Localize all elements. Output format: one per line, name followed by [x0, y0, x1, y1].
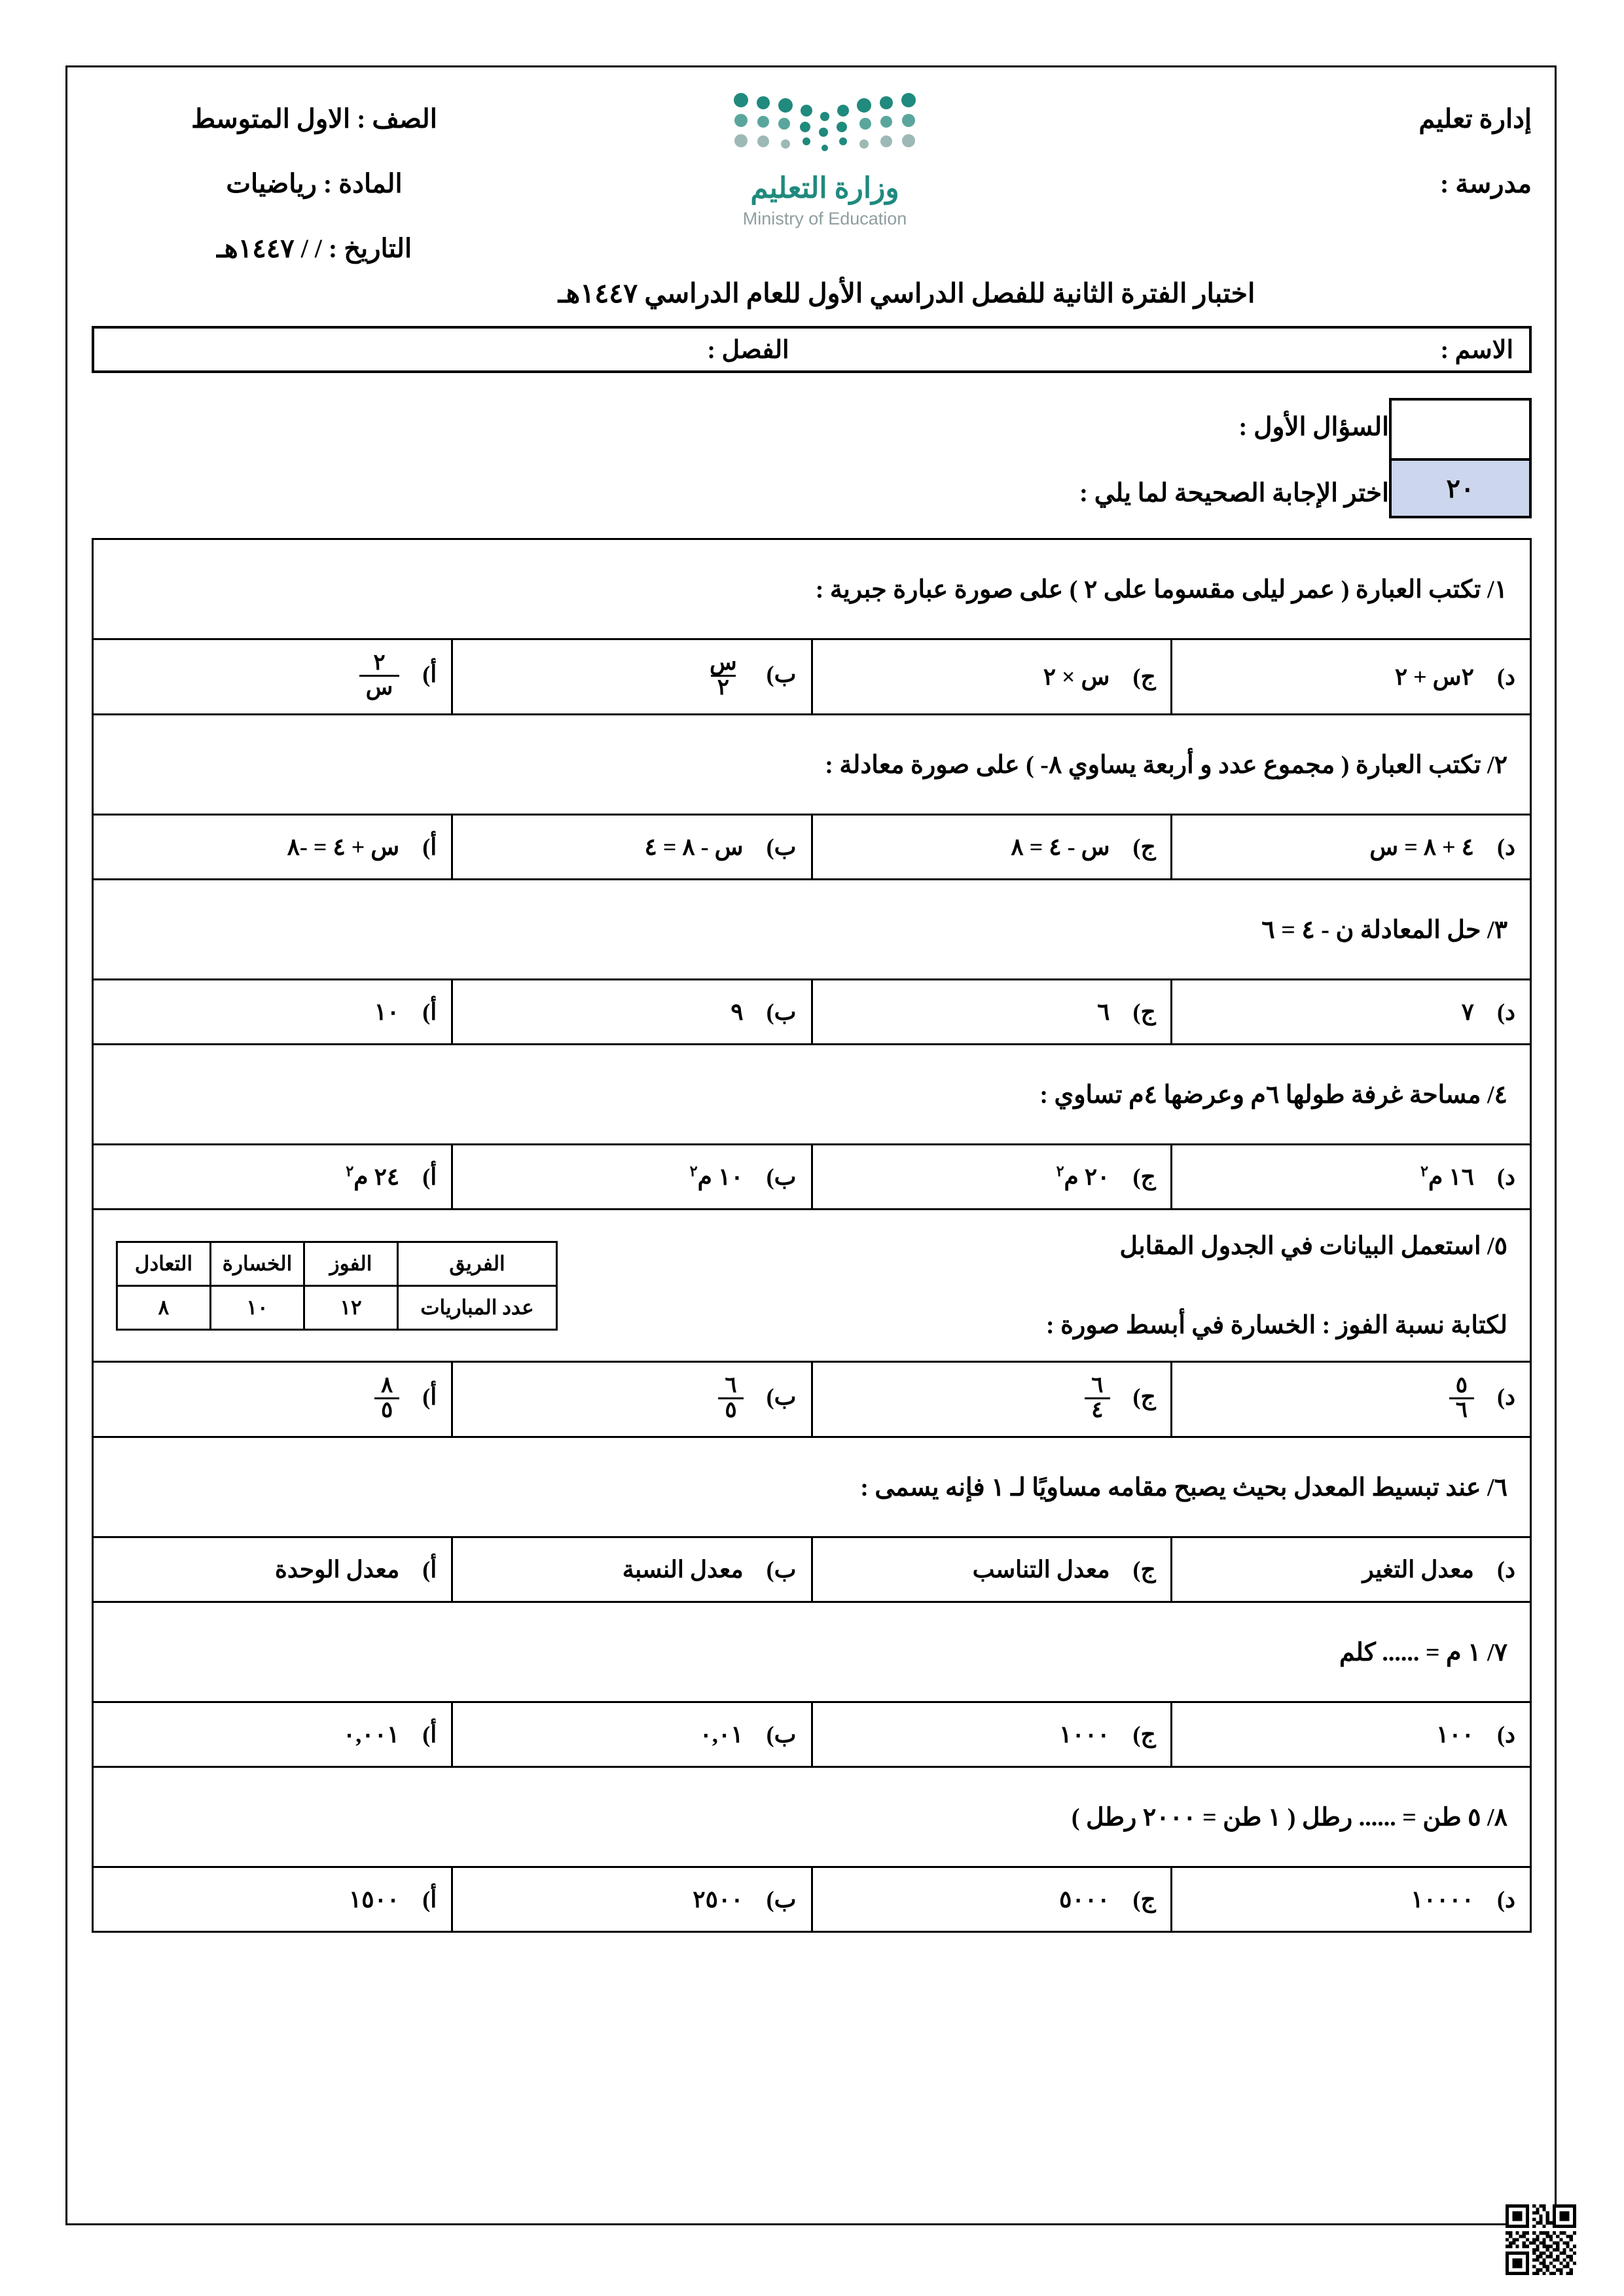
option-2-b[interactable]	[452, 815, 812, 880]
header-left-column	[92, 85, 563, 264]
fraction-numerator: ٨	[380, 1372, 393, 1397]
fraction-denominator: ٦	[1449, 1397, 1474, 1422]
fraction-denominator: س	[359, 675, 400, 700]
table-row	[93, 639, 1531, 715]
superscript: ٢	[1056, 1163, 1064, 1179]
education-department-label: إدارة تعليم	[1418, 104, 1532, 134]
option-letter: د)	[1496, 664, 1515, 690]
option-7-d[interactable]	[1171, 1702, 1530, 1767]
option-value: س × ٢	[1043, 664, 1110, 690]
option-2-c[interactable]	[812, 815, 1171, 880]
option-value: معدل النسبة	[622, 1556, 744, 1583]
option-value: ٦	[1097, 999, 1110, 1025]
qr-code-icon	[1506, 2204, 1576, 2275]
table-row	[93, 1767, 1531, 1867]
option-value: ١٠٠٠٠	[1411, 1886, 1474, 1912]
option-value: معدل التناسب	[972, 1556, 1110, 1583]
table-row	[93, 1210, 1531, 1362]
table-row	[93, 980, 1531, 1045]
question-text-7	[93, 1602, 1531, 1702]
logo-dot-pattern-icon	[727, 89, 923, 161]
question-text-3	[93, 880, 1531, 980]
option-letter: ب)	[766, 1384, 797, 1410]
question-text-4	[93, 1045, 1531, 1145]
option-letter: د)	[1496, 1721, 1515, 1748]
table-row	[93, 1537, 1531, 1602]
option-fraction	[359, 652, 400, 699]
score-box	[1389, 398, 1532, 518]
fraction-denominator: ٤	[1085, 1397, 1110, 1422]
score-box-empty-cell[interactable]	[1392, 401, 1529, 461]
document-header	[92, 85, 1532, 275]
option-letter: ج)	[1132, 999, 1156, 1025]
question-body-3: حل المعادلة ن - ٤ = ٦	[1261, 916, 1481, 944]
question-number-1: ١/	[1487, 575, 1507, 603]
option-letter: ب)	[766, 1164, 797, 1190]
option-value: معدل التغير	[1362, 1556, 1474, 1583]
mini-header-team: الفريق	[398, 1242, 557, 1285]
document-content	[92, 85, 1532, 1933]
question-5-line-1: استعمل البيانات في الجدول المقابل	[1119, 1232, 1481, 1260]
logo-arabic-text: وزارة التعليم	[750, 172, 899, 204]
question-number-5: ٥/	[1487, 1232, 1507, 1260]
student-name-label[interactable]: الاسم :	[1440, 336, 1513, 364]
superscript: ٢	[689, 1163, 698, 1179]
mini-value-draws: ٨	[117, 1285, 211, 1329]
date-label: التاريخ : / / ١٤٤٧هـ	[216, 234, 412, 263]
option-value: ١٦ م$^٢$	[1420, 1163, 1474, 1190]
option-letter: ج)	[1132, 834, 1156, 860]
option-5-d[interactable]	[1171, 1362, 1530, 1437]
option-letter: أ)	[422, 1164, 437, 1190]
option-1-a[interactable]	[93, 639, 452, 715]
question-5-body	[564, 1231, 1507, 1340]
option-value: ٢٠ م$^٢$	[1056, 1163, 1110, 1190]
question-text-5	[93, 1210, 1531, 1362]
option-letter: د)	[1496, 1164, 1515, 1190]
fraction-denominator: ٢	[711, 675, 736, 700]
option-3-c[interactable]	[812, 980, 1171, 1045]
option-value: ٤ + ٨ = س	[1369, 834, 1474, 860]
option-value: ١٠٠٠	[1059, 1721, 1110, 1748]
option-fraction	[1085, 1374, 1110, 1422]
option-letter: ب)	[766, 1556, 797, 1583]
question-text-6	[93, 1437, 1531, 1537]
option-letter: ب)	[766, 1886, 797, 1912]
option-6-b[interactable]	[452, 1537, 812, 1602]
option-letter: ب)	[766, 834, 797, 860]
grade-label: الصف : الاول المتوسط	[191, 104, 437, 134]
question-body-2: تكتب العبارة ( مجموع عدد و أربعة يساوي ٨- ) على صورة معادلة :	[825, 751, 1481, 779]
option-3-d[interactable]	[1171, 980, 1530, 1045]
option-letter: أ)	[422, 1556, 437, 1583]
question-body-1: تكتب العبارة ( عمر ليلى مقسوما على ٢ ) على صورة عبارة جبرية :	[815, 575, 1481, 603]
option-letter: د)	[1496, 1384, 1515, 1410]
table-row	[93, 1602, 1531, 1702]
option-value: س - ٨ = ٤	[644, 834, 744, 860]
mini-header-draws: التعادل	[117, 1242, 211, 1285]
match-results-table	[116, 1241, 558, 1331]
option-letter: أ)	[422, 661, 437, 688]
option-letter: ب)	[766, 661, 797, 688]
option-5-b[interactable]	[452, 1362, 812, 1437]
option-3-b[interactable]	[452, 980, 812, 1045]
option-8-c[interactable]	[812, 1867, 1171, 1932]
question-number-7: ٧/	[1487, 1638, 1507, 1666]
fraction-numerator: ٥	[1455, 1372, 1468, 1397]
superscript: ٢	[1420, 1163, 1428, 1179]
option-letter: ب)	[766, 1721, 797, 1748]
option-value: ٢٥٠٠	[693, 1886, 744, 1912]
question-number-6: ٦/	[1487, 1473, 1507, 1501]
option-letter: ج)	[1132, 1556, 1156, 1583]
table-row	[93, 1362, 1531, 1437]
option-3-a[interactable]	[93, 980, 452, 1045]
option-1-c[interactable]	[812, 639, 1171, 715]
option-6-c[interactable]	[812, 1537, 1171, 1602]
option-6-a[interactable]	[93, 1537, 452, 1602]
option-letter: ج)	[1132, 1886, 1156, 1912]
option-5-a[interactable]	[93, 1362, 452, 1437]
option-8-d[interactable]	[1171, 1867, 1530, 1932]
question-prompts	[92, 398, 1389, 545]
class-label[interactable]: الفصل :	[707, 336, 789, 364]
option-value: ٩	[731, 999, 744, 1025]
option-letter: أ)	[422, 834, 437, 860]
question-body-7: ١ م = ...... كلم	[1339, 1638, 1481, 1666]
option-1-d[interactable]	[1171, 639, 1530, 715]
fraction-numerator: ٦	[1091, 1372, 1104, 1397]
table-row	[93, 1145, 1531, 1210]
option-letter: ج)	[1132, 1384, 1156, 1410]
question-one-label: السؤال الأول :	[1238, 413, 1389, 441]
option-fraction	[374, 1374, 399, 1422]
header-right-column	[1087, 85, 1532, 199]
fraction-numerator: س	[710, 650, 737, 675]
table-row	[117, 1285, 557, 1329]
option-7-b[interactable]	[452, 1702, 812, 1767]
option-6-d[interactable]	[1171, 1537, 1530, 1602]
question-text-2	[93, 715, 1531, 815]
question-text-8	[93, 1767, 1531, 1867]
option-fraction	[1449, 1374, 1474, 1422]
logo-english-text: Ministry of Education	[742, 209, 907, 228]
table-row	[93, 715, 1531, 815]
mini-header-losses: الخسارة	[211, 1242, 304, 1285]
option-letter: أ)	[422, 1721, 437, 1748]
option-4-b[interactable]	[452, 1145, 812, 1210]
table-row	[93, 1437, 1531, 1537]
option-value: معدل الوحدة	[274, 1556, 400, 1583]
table-row	[93, 1867, 1531, 1932]
option-letter: ب)	[766, 999, 797, 1025]
option-value: ٠,٠١	[699, 1721, 744, 1748]
option-fraction	[703, 652, 744, 699]
superscript: ٢	[346, 1163, 354, 1179]
subject-label: المادة : رياضيات	[226, 169, 403, 198]
question-number-8: ٨/	[1487, 1803, 1507, 1831]
option-7-a[interactable]	[93, 1702, 452, 1767]
option-value: ١٠ م$^٢$	[689, 1163, 744, 1190]
table-row	[93, 1045, 1531, 1145]
fraction-numerator: ٢	[373, 650, 386, 675]
option-letter: ج)	[1132, 1721, 1156, 1748]
option-4-d[interactable]	[1171, 1145, 1530, 1210]
option-4-a[interactable]	[93, 1145, 452, 1210]
table-row	[93, 880, 1531, 980]
option-letter: د)	[1496, 834, 1515, 860]
option-letter: د)	[1496, 1556, 1515, 1583]
table-row	[93, 1702, 1531, 1767]
option-letter: ج)	[1132, 1164, 1156, 1190]
mini-row-label: عدد المباريات	[398, 1285, 557, 1329]
option-fraction	[718, 1374, 743, 1422]
option-8-b[interactable]	[452, 1867, 812, 1932]
option-value: ٧	[1461, 999, 1474, 1025]
question-number-3: ٣/	[1487, 916, 1507, 944]
question-body-4: مساحة غرفة طولها ٦م وعرضها ٤م تساوي :	[1039, 1081, 1481, 1109]
option-letter: د)	[1496, 1886, 1515, 1912]
question-number-4: ٤/	[1487, 1081, 1507, 1109]
exam-title: اختبار الفترة الثانية للفصل الدراسي الأول للعام الدراسي ١٤٤٧هـ	[558, 278, 1255, 308]
table-row	[93, 815, 1531, 880]
school-label: مدرسة :	[1439, 169, 1532, 198]
option-letter: د)	[1496, 999, 1515, 1025]
option-2-a[interactable]	[93, 815, 452, 880]
option-value: ٥٠٠٠	[1059, 1886, 1110, 1912]
instruction-label: اختر الإجابة الصحيحة لما يلي :	[1079, 479, 1389, 507]
option-letter: أ)	[422, 1384, 437, 1410]
table-row	[93, 539, 1531, 639]
option-2-d[interactable]	[1171, 815, 1530, 880]
option-value: ٠,٠٠١	[342, 1721, 400, 1748]
option-value: ١٠٠	[1435, 1721, 1474, 1748]
option-value: س + ٤ = -٨	[287, 834, 400, 860]
option-1-b[interactable]	[452, 639, 812, 715]
ministry-of-education-logo	[687, 85, 962, 229]
mini-value-losses: ١٠	[211, 1285, 304, 1329]
option-4-c[interactable]	[812, 1145, 1171, 1210]
option-5-c[interactable]	[812, 1362, 1171, 1437]
option-letter: ج)	[1132, 664, 1156, 690]
mini-header-wins: الفوز	[304, 1242, 398, 1285]
option-7-c[interactable]	[812, 1702, 1171, 1767]
question-one-header-zone	[92, 398, 1532, 516]
option-value: س - ٤ = ٨	[1011, 834, 1110, 860]
question-5-line-2: لكتابة نسبة الفوز : الخسارة في أبسط صورة :	[1045, 1312, 1507, 1339]
option-value: ٢س + ٢	[1394, 664, 1474, 690]
question-number-2: ٢/	[1487, 751, 1507, 779]
fraction-numerator: ٦	[725, 1372, 737, 1397]
option-value: ١٥٠٠	[348, 1886, 400, 1912]
question-text-1	[93, 539, 1531, 639]
questions-table	[92, 538, 1532, 1933]
question-body-8: ٥ طن = ...... رطل ( ١ طن = ٢٠٠٠ رطل )	[1071, 1803, 1481, 1831]
option-value: ٢٤ م$^٢$	[346, 1163, 400, 1190]
option-8-a[interactable]	[93, 1867, 452, 1932]
fraction-denominator: ٥	[718, 1397, 743, 1422]
mini-value-wins: ١٢	[304, 1285, 398, 1329]
question-body-6: عند تبسيط المعدل بحيث يصبح مقامه مساويًا لـ ١ فإنه يسمى :	[860, 1473, 1481, 1501]
option-letter: أ)	[422, 1886, 437, 1912]
fraction-denominator: ٥	[374, 1397, 399, 1422]
option-letter: أ)	[422, 999, 437, 1025]
student-info-bar	[92, 326, 1532, 373]
option-value: ١٠	[374, 999, 400, 1025]
score-box-total-cell: ٢٠	[1392, 461, 1529, 516]
table-row	[117, 1242, 557, 1285]
